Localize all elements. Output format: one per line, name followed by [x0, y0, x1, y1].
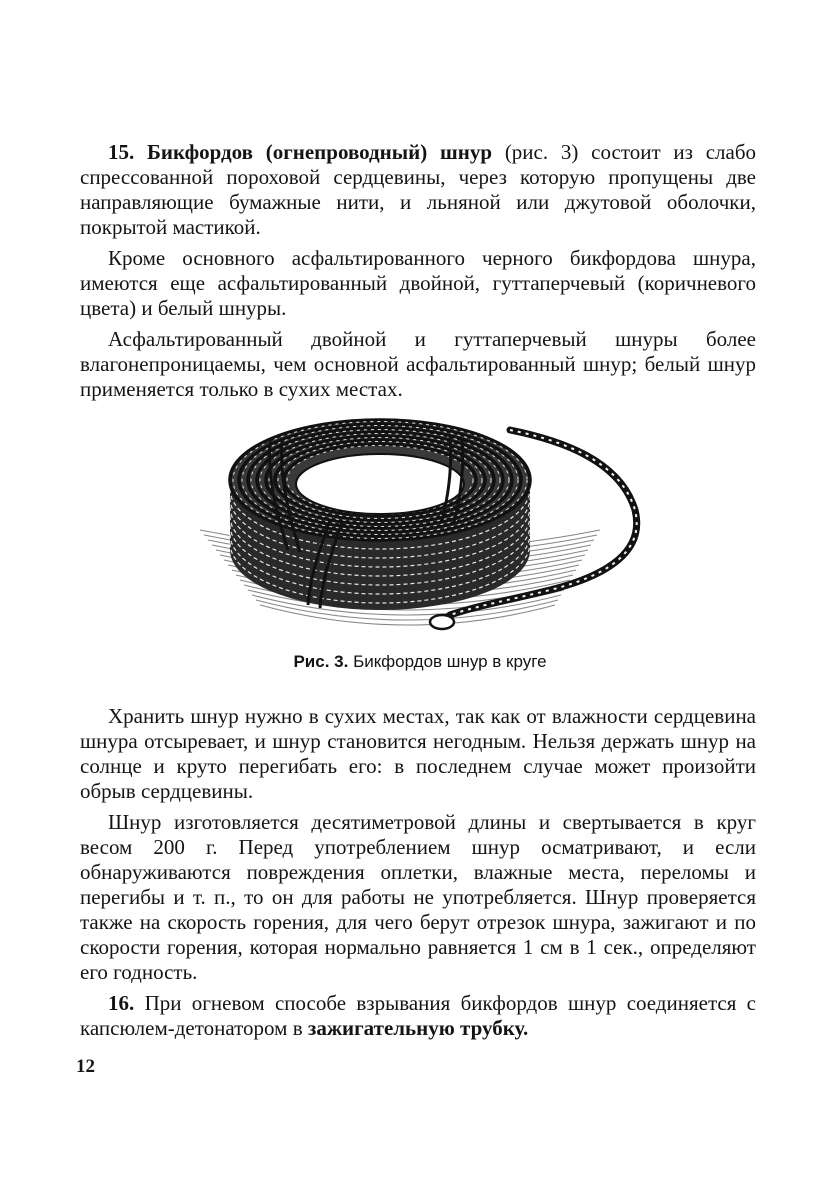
section-15-paragraph: [80, 140, 756, 240]
section-heading: Бикфордов (огнепроводный) шнур: [147, 140, 493, 164]
section-body: При огневом способе взрывания бикфордов шнур соединяется с капсюлем-детонатором в: [80, 991, 757, 1040]
paragraph: Асфальтированный двойной и гуттаперчевый шнуры более влагонепроницаемы, чем основной асфальтированный шнур; белый шнур применяется только в сухих местах.: [80, 327, 756, 401]
paragraph: Кроме основного асфальтированного черного бикфордова шнура, имеются еще асфальтированный двойной, гуттаперчевый (коричневого цвета) и белый шнуры.: [80, 246, 756, 320]
section-emphasis: зажигательную трубку.: [307, 1016, 529, 1040]
section-number: 16.: [108, 991, 135, 1015]
coil-rings: [230, 420, 530, 610]
bottom-text-block: [80, 704, 756, 1047]
section-number: 15.: [108, 140, 135, 164]
figure-caption: [0, 652, 840, 672]
top-text-block: [80, 140, 756, 408]
paragraph: Хранить шнур нужно в сухих местах, так как от влажности сердцевина шнура отсыревает, и шнур становится негодным. Нельзя держать шнур на солнце и круто перегибать его: в последнем случае может произойти обрыв сердцевины.: [80, 704, 756, 803]
figure-label: Рис. 3.: [293, 652, 349, 671]
figure-caption-text: Бикфордов шнур в круге: [353, 652, 547, 671]
section-16-paragraph: [80, 991, 756, 1041]
paragraph: Шнур изготовляется десятиметровой длины и свертывается в круг весом 200 г. Перед употреблением шнур осматривают, и если обнаруживаются повреждения оплетки, влажные места, переломы и перегибы и т. п., то он для работы не употребляется. Шнур проверяется также на скорость горения, для чего берут отрезок шнура, зажигают и по скорости горения, которая нормально равняется 1 см в 1 сек., определяют его годность.: [80, 810, 756, 984]
fuse-coil-illustration: [180, 400, 660, 640]
page-number: 12: [76, 1056, 95, 1077]
section-body: (рис. 3) состоит из слабо спрессованной пороховой сердцевины, через которую пропущены две направляющие бумажные нити, и льняной или джутовой оболочки, покрытой мастикой.: [80, 140, 757, 239]
fuse-end: [430, 615, 454, 629]
